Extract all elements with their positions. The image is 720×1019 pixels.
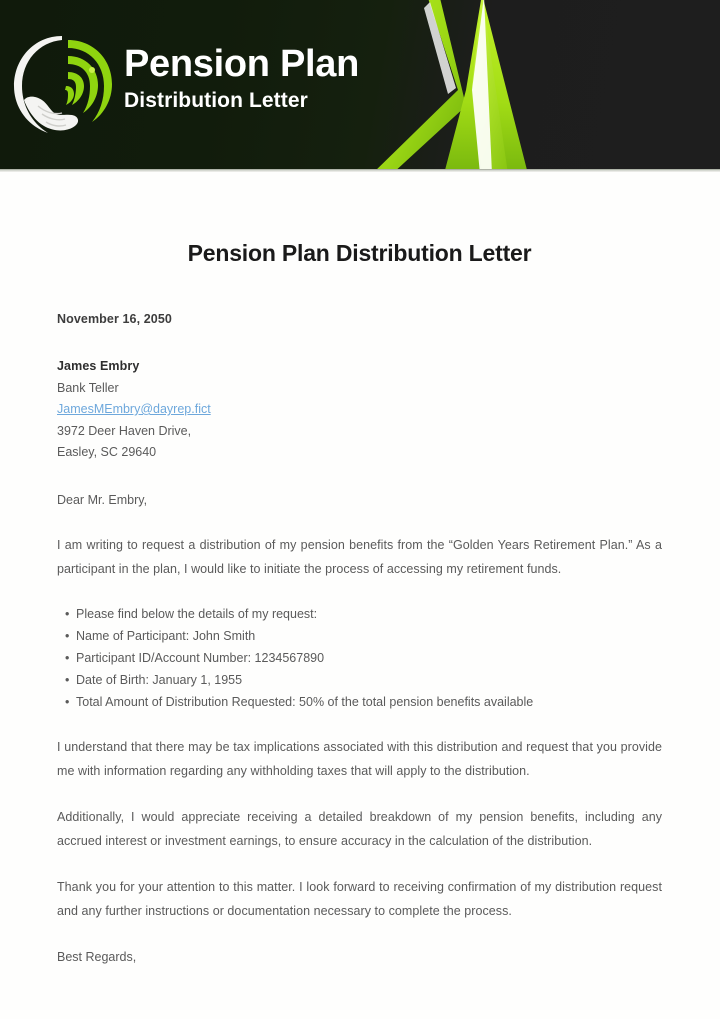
list-item: • Participant ID/Account Number: 1234567890 xyxy=(65,647,662,669)
brand-subtitle: Distribution Letter xyxy=(124,89,308,112)
recipient-address-line-1: 3972 Deer Haven Drive, xyxy=(57,423,192,438)
closing-salutation: Best Regards, xyxy=(57,949,137,964)
salutation: Dear Mr. Embry, xyxy=(57,492,148,507)
recipient-block xyxy=(57,356,662,464)
green-blade-decoration xyxy=(332,0,592,172)
document-header-banner xyxy=(0,0,720,172)
letter-date: November 16, 2050 xyxy=(57,312,172,326)
list-item: • Name of Participant: John Smith xyxy=(65,625,662,647)
recipient-address-line-2: Easley, SC 29640 xyxy=(57,445,157,459)
recipient-email-link[interactable]: JamesMEmbry@dayrep.fict xyxy=(57,402,211,416)
brand-lockup xyxy=(124,42,359,114)
recipient-job-title: Bank Teller xyxy=(57,380,119,395)
pension-plan-logo-icon xyxy=(8,26,120,142)
header-divider xyxy=(0,169,720,172)
paragraph-1: I am writing to request a distribution of my pension benefits from the “Golden Years Retirement Plan.” As a participant in the plan, I would like to initiate the process of accessing my retirement funds. xyxy=(57,537,662,576)
brand-title: Pension Plan xyxy=(124,43,360,85)
letter-body xyxy=(0,240,720,968)
recipient-name: James Embry xyxy=(57,359,140,373)
request-details-list xyxy=(57,603,662,713)
list-item: • Total Amount of Distribution Requested: 50% of the total pension benefits available xyxy=(65,691,662,713)
list-item: • Date of Birth: January 1, 1955 xyxy=(65,669,662,691)
page-title: Pension Plan Distribution Letter xyxy=(187,240,532,266)
paragraph-4: Thank you for your attention to this matter. I look forward to receiving confirmation of my distribution request and any further instructions or documentation necessary to complete the process. xyxy=(57,879,662,918)
paragraph-2: I understand that there may be tax implications associated with this distribution and request that you provide me with information regarding any withholding taxes that will apply to the distribution. xyxy=(57,739,662,778)
list-item: • Please find below the details of my request: xyxy=(65,603,662,625)
paragraph-3: Additionally, I would appreciate receiving a detailed breakdown of my pension benefits, including any accrued interest or investment earnings, to ensure accuracy in the calculation of the distribution. xyxy=(57,809,662,848)
